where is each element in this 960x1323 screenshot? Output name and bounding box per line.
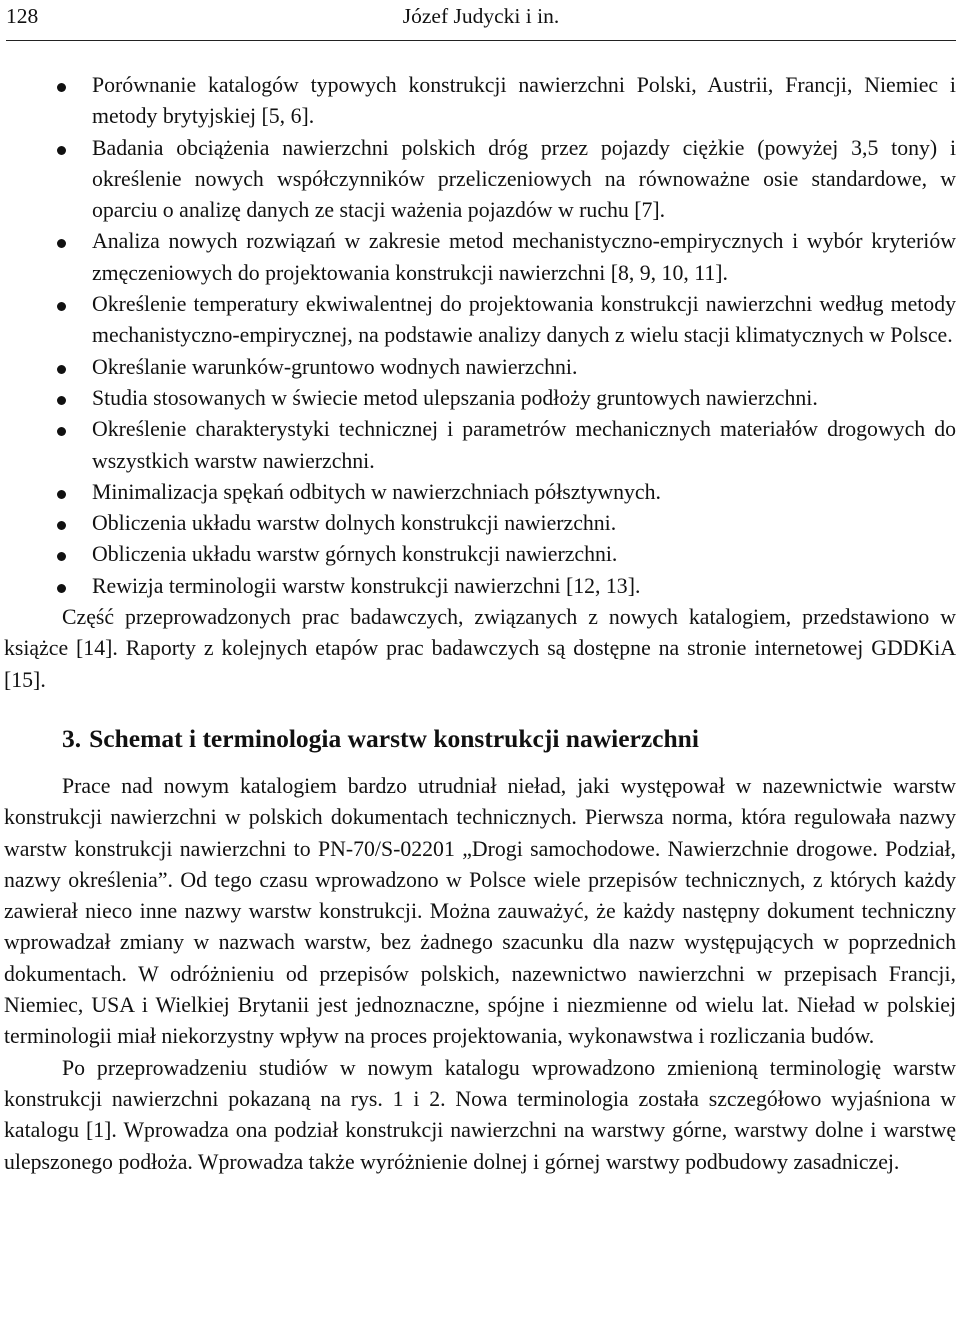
paragraph-terminology-history: Prace nad nowym katalogiem bardzo utrudniał nieład, jaki występował w nazewnictwie warstw konstrukcji nawierzchni w polskich dokumentach technicznych. Pierwsza norma, która regulowała nazwy warstw konstrukcji nawierzchni to PN-70/S-02201 „Drogi samochodowe. Nawierzchnie drogowe. Podział, nazwy określenia”. Od tego czasu wprowadzono w Polsce wiele przepisów technicznych, z których każdy zawierał nieco inne nazwy warstw konstrukcji. Można zauważyć, że każdy następny dokument techniczny wprowadzał zmiany w nazwach warstw, bez żadnego szacunku dla nazw występujących w poprzednich dokumentach. W odróżnieniu od przepisów polskich, nazewnictwo nawierzchni w przepisach Francji, Niemiec, USA i Wielkiej Brytanii jest jednoznaczne, spójne i niezmienne od wielu lat. Nieład w polskiej terminologii miał niekorzystny wpływ na proces projektowania, wykonawstwa i rozliczania budów. <box>4 773 956 1049</box>
bullet-icon <box>57 83 66 92</box>
list-item <box>4 571 956 602</box>
bullet-icon <box>57 396 66 405</box>
bullet-icon <box>57 146 66 155</box>
bullet-icon <box>57 302 66 311</box>
list-item-text: Rewizja terminologii warstw konstrukcji nawierzchni [12, 13]. <box>92 573 641 598</box>
list-item <box>4 383 956 414</box>
list-item-text: Minimalizacja spękań odbitych w nawierzchniach półsztywnych. <box>92 479 661 504</box>
bullet-icon <box>57 584 66 593</box>
list-item <box>4 414 956 477</box>
list-item <box>4 352 956 383</box>
list-item-text: Analiza nowych rozwiązań w zakresie metod mechanistyczno-empirycznych i wybór kryteriów zmęczeniowych do projektowania konstrukcji nawierzchni [8, 9, 10, 11]. <box>92 229 956 285</box>
bullet-icon <box>57 365 66 374</box>
bullet-list <box>4 70 956 602</box>
list-item <box>4 289 956 352</box>
list-item-text: Określanie warunków-gruntowo wodnych nawierzchni. <box>92 354 578 379</box>
paragraph-new-terminology: Po przeprowadzeniu studiów w nowym katalogu wprowadzono zmienioną terminologię warstw konstrukcji nawierzchni pokazaną na rys. 1 i 2. Nowa terminologia została szczegółowo wyjaśniona w katalogu [1]. Wprowadza ona podział konstrukcji nawierzchni na warstwy górne, warstwy dolne i warstwę ulepszonego podłoża. Wprowadza także wyróżnienie dolnej i górnej warstwy podbudowy zasadniczej. <box>4 1055 956 1174</box>
page-number: 128 <box>6 4 39 28</box>
list-item <box>4 477 956 508</box>
section-number: 3. <box>62 723 82 753</box>
list-item-text: Określenie charakterystyki technicznej i parametrów mechanicznych materiałów drogowych do wszystkich warstw nawierzchni. <box>92 417 956 473</box>
list-item <box>4 70 956 133</box>
list-item <box>4 226 956 289</box>
bullet-icon <box>57 521 66 530</box>
bullet-icon <box>57 427 66 436</box>
list-item-text: Porównanie katalogów typowych konstrukcji nawierzchni Polski, Austrii, Francji, Niemiec i metody brytyjskiej [5, 6]. <box>92 73 956 129</box>
list-item-text: Badania obciążenia nawierzchni polskich dróg przez pojazdy ciężkie (powyżej 3,5 tony) i określenie nowych współczynników przeliczeniowych na równoważne osie standardowe, w oparciu o analizę danych ze stacji ważenia pojazdów w ruchu [7]. <box>92 135 956 223</box>
list-item-text: Studia stosowanych w świecie metod ulepszania podłoży gruntowych nawierzchni. <box>92 385 818 410</box>
bullet-icon <box>57 490 66 499</box>
page-content <box>4 70 956 1178</box>
running-head: Józef Judycki i in. <box>402 4 560 28</box>
list-item-text: Obliczenia układu warstw górnych konstrukcji nawierzchni. <box>92 542 618 567</box>
list-item <box>4 133 956 227</box>
section-heading <box>4 723 956 755</box>
list-item <box>4 508 956 539</box>
paragraph-research-summary: Część przeprowadzonych prac badawczych, związanych z nowych katalogiem, przedstawiono w książce [14]. Raporty z kolejnych etapów prac badawczych są dostępne na stronie internetowej GDDKiA [15]. <box>4 605 956 692</box>
section-title: Schemat i terminologia warstw konstrukcji nawierzchni <box>89 723 699 753</box>
page-header <box>6 0 956 41</box>
list-item-text: Określenie temperatury ekwiwalentnej do projektowania konstrukcji nawierzchni według metody mechanistyczno-empirycznej, na podstawie analizy danych z wielu stacji klimatycznych w Polsce. <box>92 292 956 348</box>
bullet-icon <box>57 239 66 248</box>
bullet-icon <box>57 552 66 561</box>
list-item <box>4 539 956 570</box>
list-item-text: Obliczenia układu warstw dolnych konstrukcji nawierzchni. <box>92 511 617 536</box>
